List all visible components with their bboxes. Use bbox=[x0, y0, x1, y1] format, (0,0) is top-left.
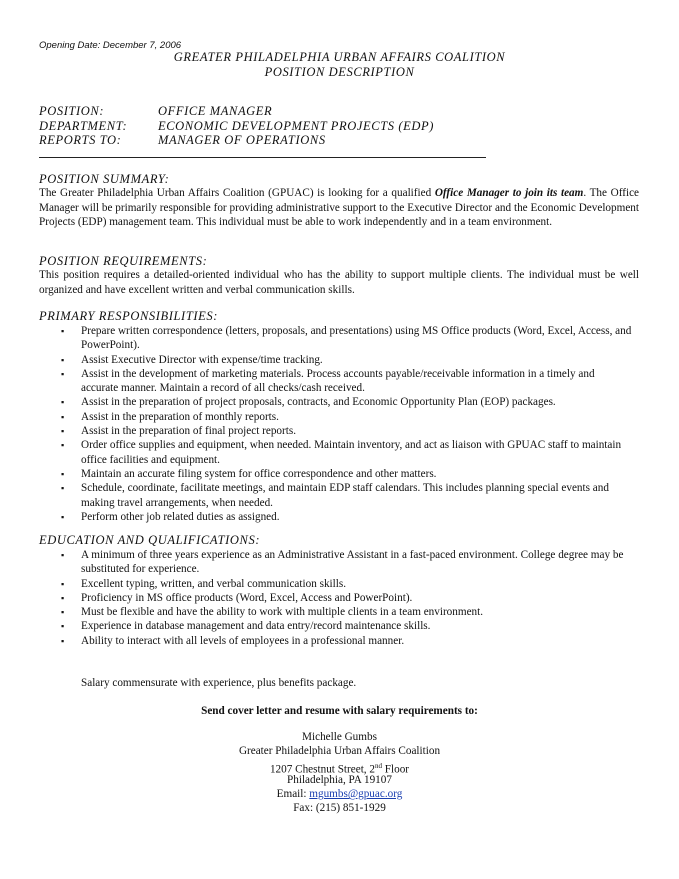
contact-block bbox=[0, 730, 679, 816]
responsibility-item-text: Prepare written correspondence (letters, proposals, and presentations) using MS Office products (Word, Excel, Access, and PowerPoint). bbox=[81, 325, 632, 352]
bullet-icon: ▪ bbox=[61, 635, 65, 646]
department-label: DEPARTMENT: bbox=[39, 119, 128, 133]
contact-name: Michelle Gumbs bbox=[302, 731, 377, 743]
divider bbox=[39, 157, 486, 158]
qualification-item bbox=[0, 634, 634, 648]
responsibility-item bbox=[0, 410, 634, 424]
qualification-item bbox=[0, 605, 634, 619]
qualification-item-text: Must be flexible and have the ability to work with multiple clients in a team environment. bbox=[81, 606, 484, 619]
responsibility-item bbox=[0, 467, 634, 481]
bullet-icon: ▪ bbox=[61, 397, 65, 408]
bullet-icon: ▪ bbox=[61, 578, 65, 589]
summary-emphasis: Office Manager to join its team bbox=[434, 187, 584, 199]
responsibility-item-text: Order office supplies and equipment, when needed. Maintain inventory, and act as liaison with GPUAC staff to maintain office facilities and equipment. bbox=[81, 439, 622, 466]
position-label: POSITION: bbox=[39, 104, 105, 118]
bullet-icon: ▪ bbox=[61, 621, 65, 632]
bullet-icon: ▪ bbox=[61, 550, 65, 560]
responsibility-item bbox=[0, 424, 634, 438]
qualification-item-text: Experience in database management and data entry/record maintenance skills. bbox=[81, 620, 431, 633]
salary-note: Salary commensurate with experience, plus benefits package. bbox=[81, 677, 357, 689]
bullet-icon: ▪ bbox=[61, 607, 65, 618]
contact-fax: Fax: (215) 851-1929 bbox=[293, 802, 386, 815]
contact-street bbox=[0, 759, 679, 776]
requirements-heading: POSITION REQUIREMENTS: bbox=[39, 254, 208, 268]
bullet-icon: ▪ bbox=[61, 511, 65, 522]
reports-to-label: REPORTS TO: bbox=[39, 133, 122, 147]
bullet-icon: ▪ bbox=[61, 440, 65, 451]
street-floor: Floor bbox=[381, 763, 410, 776]
street-ordinal: nd bbox=[374, 761, 382, 770]
responsibilities-list bbox=[0, 324, 679, 524]
contact-org: Greater Philadelphia Urban Affairs Coalition bbox=[238, 745, 441, 758]
education-heading: EDUCATION AND QUALIFICATIONS: bbox=[39, 533, 261, 547]
responsibility-item-text: Assist in the preparation of final project reports. bbox=[81, 425, 296, 438]
bullet-icon: ▪ bbox=[61, 368, 65, 379]
send-instructions: Send cover letter and resume with salary requirements to: bbox=[201, 705, 478, 717]
bullet-icon: ▪ bbox=[61, 354, 65, 365]
responsibility-item-text: Assist in the preparation of monthly reports. bbox=[81, 410, 279, 423]
street-text: 1207 Chestnut Street, 2 bbox=[269, 763, 375, 776]
email-link[interactable]: mgumbs@gpuac.org bbox=[309, 788, 403, 801]
responsibility-item-text: Perform other job related duties as assigned. bbox=[81, 510, 280, 523]
contact-email-row bbox=[0, 787, 679, 801]
qualification-item-text: Ability to interact with all levels of employees in a professional manner. bbox=[81, 634, 405, 647]
responsibility-item bbox=[0, 481, 634, 510]
doc-title: POSITION DESCRIPTION bbox=[264, 65, 415, 79]
requirements-paragraph: This position requires a detailed-oriented individual who has the ability to support multiple clients. The individual must be well organized and have excellent written and verbal communication skills. bbox=[39, 269, 639, 296]
responsibility-item-text: Assist in the preparation of project proposals, contracts, and Economic Opportunity Plan (EOP) packages. bbox=[81, 396, 556, 409]
qualification-item-text: Excellent typing, written, and verbal communication skills. bbox=[81, 577, 347, 590]
bullet-icon: ▪ bbox=[61, 592, 65, 603]
bullet-icon: ▪ bbox=[61, 468, 65, 479]
education-list bbox=[0, 548, 679, 648]
responsibility-item-text: Assist Executive Director with expense/time tracking. bbox=[81, 353, 323, 366]
responsibility-item bbox=[0, 367, 634, 396]
responsibility-item bbox=[0, 353, 634, 367]
summary-text-2: . The Office Manager will be primarily responsible for providing administrative support to the Executive Director and the Economic Development Projects (EDP) management team. This individual must be able to work independently and in a team environment. bbox=[39, 187, 639, 229]
position-value: OFFICE MANAGER bbox=[158, 104, 273, 118]
summary-paragraph bbox=[39, 186, 639, 230]
responsibility-item bbox=[0, 395, 634, 409]
contact-city: Philadelphia, PA 19107 bbox=[287, 773, 392, 786]
responsibility-item-text: Schedule, coordinate, facilitate meetings, and maintain EDP staff calendars. This includes planning special events and making travel arrangements, when needed. bbox=[81, 482, 609, 509]
responsibility-item bbox=[0, 510, 634, 524]
qualification-item bbox=[0, 591, 634, 605]
reports-to-value: MANAGER OF OPERATIONS bbox=[158, 133, 326, 147]
summary-text-1: The Greater Philadelphia Urban Affairs Coalition (GPUAC) is looking for a qualified bbox=[39, 187, 435, 199]
qualification-item bbox=[0, 619, 634, 633]
summary-heading: POSITION SUMMARY: bbox=[39, 172, 170, 186]
responsibility-item bbox=[0, 438, 634, 467]
qualification-item bbox=[0, 577, 634, 591]
bullet-icon: ▪ bbox=[61, 411, 65, 422]
bullet-icon: ▪ bbox=[61, 483, 65, 494]
opening-date: Opening Date: December 7, 2006 bbox=[39, 40, 182, 51]
bullet-icon: ▪ bbox=[61, 326, 65, 336]
responsibilities-heading: PRIMARY RESPONSIBILITIES: bbox=[39, 309, 218, 323]
qualification-item-text: A minimum of three years experience as an Administrative Assistant in a fast-paced environment. College degree may be substituted for experience. bbox=[81, 549, 624, 576]
responsibility-item-text: Maintain an accurate filing system for office correspondence and other matters. bbox=[81, 467, 437, 480]
responsibility-item bbox=[0, 324, 634, 353]
department-value: ECONOMIC DEVELOPMENT PROJECTS (EDP) bbox=[158, 119, 434, 133]
qualification-item bbox=[0, 548, 634, 577]
email-label: Email: bbox=[276, 788, 310, 801]
qualification-item-text: Proficiency in MS office products (Word, Excel, Access and PowerPoint). bbox=[81, 591, 413, 604]
responsibility-item-text: Assist in the development of marketing materials. Process accounts payable/receivable information in a timely and accurate manner. Maintain a record of all checks/cash received. bbox=[81, 367, 595, 395]
org-title: GREATER PHILADELPHIA URBAN AFFAIRS COALITION bbox=[173, 50, 506, 64]
bullet-icon: ▪ bbox=[61, 426, 65, 437]
